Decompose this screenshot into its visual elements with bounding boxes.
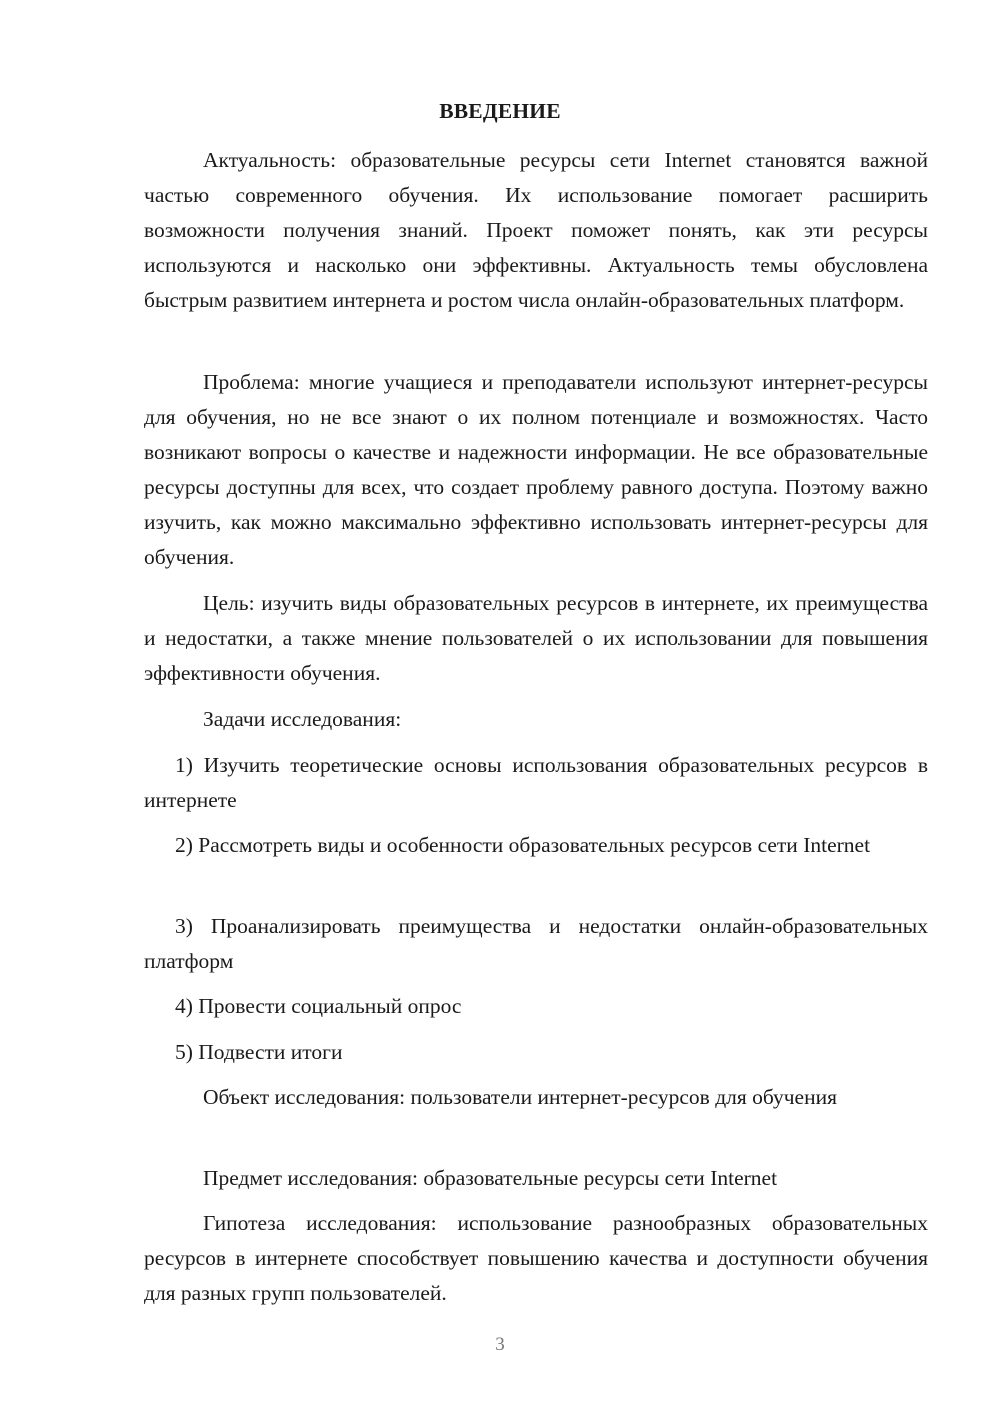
task-item-2: 2) Рассмотреть виды и особенности образовательных ресурсов сети Internet <box>175 833 871 857</box>
tasks-heading: Задачи исследования: <box>203 707 402 731</box>
paragraph-hypothesis: Гипотеза исследования: использование разнообразных образовательных ресурсов в интернете способствует повышению качества и доступности обучения для разных групп пользователей. <box>144 1211 928 1305</box>
paragraph-goal: Цель: изучить виды образовательных ресурсов в интернете, их преимущества и недостатки, а также мнение пользователей о их использовании для повышения эффективности обучения. <box>144 591 928 685</box>
page-title: ВВЕДЕНИЕ <box>439 99 561 123</box>
task-item-4: 4) Провести социальный опрос <box>175 994 462 1018</box>
paragraph-subject: Предмет исследования: образовательные ресурсы сети Internet <box>203 1166 778 1190</box>
task-item-1: 1) Изучить теоретические основы использования образовательных ресурсов в интернете <box>144 753 928 812</box>
paragraph-relevance: Актуальность: образовательные ресурсы сети Internet становятся важной частью современного обучения. Их использование помогает расширить возможности получения знаний. Проект поможет понять, как эти ресурсы используются и насколько они эффективны. Актуальность темы обусловлена быстрым развитием интернета и ростом числа онлайн-образовательных платформ. <box>144 148 928 312</box>
paragraph-problem: Проблема: многие учащиеся и преподаватели используют интернет-ресурсы для обучения, но не все знают о их полном потенциале и возможностях. Часто возникают вопросы о качестве и надежности информации. Не все образовательные ресурсы доступны для всех, что создает проблему равного доступа. Поэтому важно изучить, как можно максимально эффективно использовать интернет-ресурсы для обучения. <box>144 370 928 569</box>
task-item-3: 3) Проанализировать преимущества и недостатки онлайн-образовательных платформ <box>144 914 928 973</box>
paragraph-object: Объект исследования: пользователи интернет-ресурсов для обучения <box>203 1085 837 1109</box>
page-number: 3 <box>495 1334 505 1355</box>
task-item-5: 5) Подвести итоги <box>175 1040 343 1064</box>
